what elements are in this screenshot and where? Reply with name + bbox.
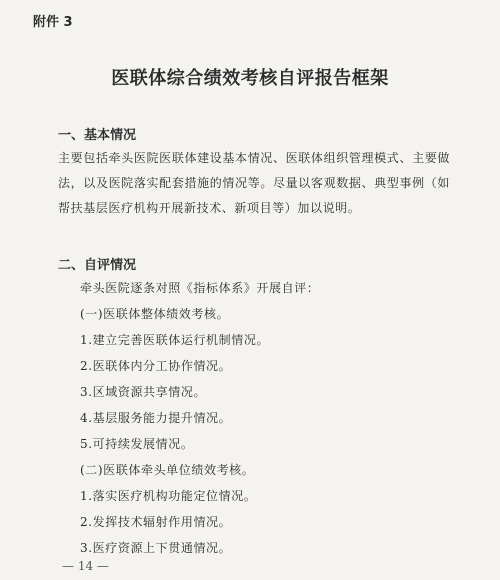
attachment-label: 附件 3: [33, 15, 73, 30]
list-item: 2.医联体内分工协作情况。: [80, 359, 232, 373]
list-item: 3.医疗资源上下贯通情况。: [80, 541, 232, 555]
list-item: 1.建立完善医联体运行机制情况。: [80, 333, 270, 347]
section-intro-line: 牵头医院逐条对照《指标体系》开展自评：: [80, 281, 320, 295]
list-item: 5.可持续发展情况。: [80, 437, 194, 451]
page-number: — 14 —: [62, 559, 109, 573]
document-title: 医联体综合绩效考核自评报告框架: [111, 68, 389, 89]
section-heading-self-assessment: 二、自评情况: [58, 258, 137, 273]
section-heading-basic-info: 一、基本情况: [58, 128, 137, 143]
list-item: 3.区域资源共享情况。: [80, 385, 207, 399]
list-item: (一)医联体整体绩效考核。: [80, 307, 230, 321]
list-item: 1.落实医疗机构功能定位情况。: [80, 489, 257, 503]
list-item: 2.发挥技术辐射作用情况。: [80, 515, 232, 529]
list-item: 4.基层服务能力提升情况。: [80, 411, 232, 425]
section-paragraph-basic-info: 主要包括牵头医院医联体建设基本情况、医联体组织管理模式、主要做法，以及医院落实配套措施的情况等。尽量以客观数据、典型事例（如帮扶基层医疗机构开展新技术、新项目等）加以说明。: [58, 151, 450, 215]
list-item: (二)医联体牵头单位绩效考核。: [80, 463, 255, 477]
